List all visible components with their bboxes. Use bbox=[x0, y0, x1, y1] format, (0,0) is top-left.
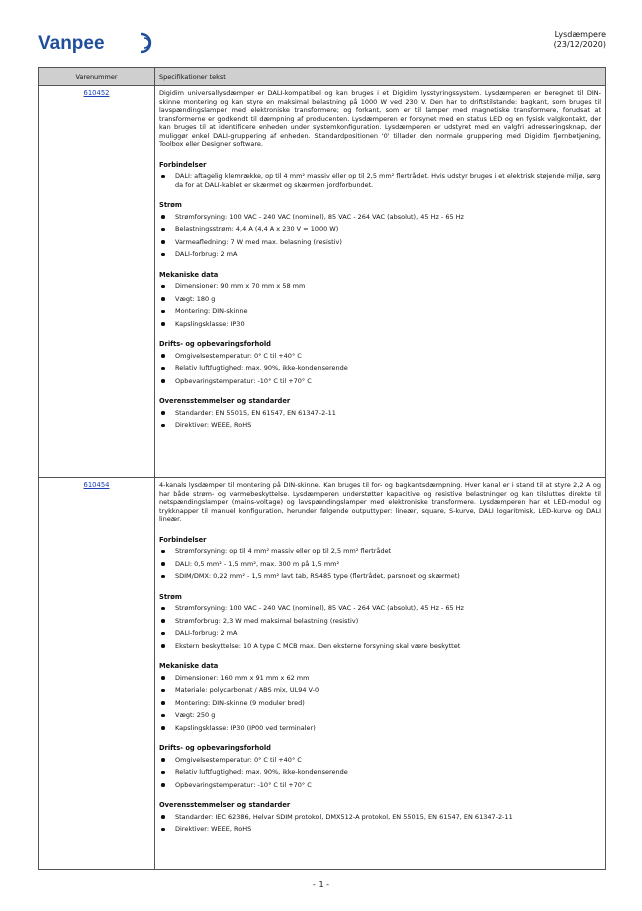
product-number-cell bbox=[39, 86, 155, 478]
section-title: Overensstemmelser og standarder bbox=[159, 397, 291, 405]
spec-item: Ekstern beskyttelse: 10 A type C MCB max. Den eksterne forsyning skal være beskyttet bbox=[159, 642, 601, 651]
spec-item: Vægt: 180 g bbox=[159, 295, 601, 304]
spec-item: Strømforsyning: 100 VAC - 240 VAC (nominel), 85 VAC - 264 VAC (absolut), 45 Hz - 65 Hz bbox=[159, 604, 601, 613]
section-title: Strøm bbox=[159, 201, 182, 209]
section-title: Mekaniske data bbox=[159, 662, 219, 670]
spec-list bbox=[159, 352, 601, 386]
section-title: Overensstemmelser og standarder bbox=[159, 801, 291, 809]
spec-item: Montering: DIN-skinne bbox=[159, 307, 601, 316]
product-spec-cell bbox=[155, 478, 606, 870]
table-header-row bbox=[39, 68, 606, 86]
section-title: Forbindelser bbox=[159, 535, 207, 544]
section-title: Strøm bbox=[159, 592, 182, 601]
spec-item: Omgivelsestemperatur: 0° C til +40° C bbox=[159, 756, 601, 765]
product-number-link[interactable]: 610454 bbox=[83, 481, 110, 489]
section-title: Mekaniske data bbox=[159, 270, 219, 279]
spec-list bbox=[159, 674, 601, 733]
spec-list bbox=[159, 409, 601, 430]
spec-item: Montering: DIN-skinne (9 moduler bred) bbox=[159, 699, 601, 708]
spec-item: Kapslingsklasse: IP30 bbox=[159, 320, 601, 329]
spec-item: Opbevaringstemperatur: -10° C til +70° C bbox=[159, 781, 601, 790]
spec-item: Vægt: 250 g bbox=[159, 711, 601, 720]
product-spec-cell bbox=[155, 86, 606, 478]
spec-item: Omgivelsestemperatur: 0° C til +40° C bbox=[159, 352, 601, 361]
product-description: 4-kanals lysdæmper til montering på DIN-skinne. Kan bruges til for- og bagkantsdæmpning. Hver kanal er i stand til at styre 2,2 A og har både strøm- og varmebeskyttelse. Lysdæmperen understøtter kapacitive og resistive belastninger og kan tilsluttes direkte til netspændingslamper (mains-voltage) og lavspændingslamper med elektroniske transformere. Lysdæmperen har et LED-modul og trykknapper til manuel konfiguration, herunder følgende outputtyper: lineær, square, S-kurve, DALI logaritmisk, LED-kurve og DALI lineær. bbox=[159, 481, 601, 523]
col-header-number: Varenummer bbox=[39, 68, 155, 86]
spec-item: Dimensioner: 160 mm x 91 mm x 62 mm bbox=[159, 674, 601, 683]
spec-list bbox=[159, 282, 601, 328]
spec-list bbox=[159, 813, 601, 834]
spec-item: Varmeafledning: 7 W med max. belasning (resistiv) bbox=[159, 238, 601, 247]
spec-list bbox=[159, 604, 601, 650]
spec-item: Strømforbrug: 2,3 W med maksimal belastning (resistiv) bbox=[159, 617, 601, 626]
spec-item: Relativ luftfugtighed: max. 90%, ikke-kondenserende bbox=[159, 364, 601, 373]
product-row bbox=[39, 86, 606, 478]
section-title: Drifts- og opbevaringsforhold bbox=[159, 744, 271, 752]
spec-item: Direktiver: WEEE, RoHS bbox=[159, 421, 601, 430]
spec-item: Kapslingsklasse: IP30 (IP00 ved terminaler) bbox=[159, 724, 601, 733]
vanpee-logo bbox=[38, 30, 158, 56]
spec-item: Belastningsstrøm: 4,4 A (4,4 A x 230 V = 1000 W) bbox=[159, 225, 601, 234]
spec-item: Relativ luftfugtighed: max. 90%, ikke-kondenserende bbox=[159, 768, 601, 777]
spec-item: DALI-forbrug: 2 mA bbox=[159, 629, 601, 638]
spec-item: Strømforsyning: 100 VAC - 240 VAC (nominel), 85 VAC - 264 VAC (absolut), 45 Hz - 65 Hz bbox=[159, 213, 601, 222]
doc-date: (23/12/2020) bbox=[553, 40, 606, 49]
spec-item: Dimensioner: 90 mm x 70 mm x 58 mm bbox=[159, 282, 601, 291]
product-row bbox=[39, 478, 606, 870]
section-title: Drifts- og opbevaringsforhold bbox=[159, 340, 271, 348]
spec-list bbox=[159, 547, 601, 581]
spec-list bbox=[159, 756, 601, 790]
spec-item: Standarder: EN 55015, EN 61547, EN 61347-2-11 bbox=[159, 409, 601, 418]
header-meta bbox=[554, 30, 606, 50]
product-number-cell bbox=[39, 478, 155, 870]
doc-title: Lysdæmpere bbox=[554, 30, 606, 39]
spec-item: Strømforsyning: op til 4 mm² massiv eller op til 2,5 mm² flertrådet bbox=[159, 547, 601, 556]
spec-item: DALI-forbrug: 2 mA bbox=[159, 250, 601, 259]
spec-item: Opbevaringstemperatur: -10° C til +70° C bbox=[159, 377, 601, 386]
spec-item: Materiale: polycarbonat / ABS mix, UL94 V-0 bbox=[159, 686, 601, 695]
spec-list bbox=[159, 213, 601, 259]
spec-item: DALI: 0,5 mm² - 1,5 mm², max. 300 m på 1,5 mm² bbox=[159, 560, 601, 569]
spec-item: DALI: aftagelig klemrække, op til 4 mm² massiv eller op til 2,5 mm² flertrådet. Hvis udstyr bruges i et elektrisk støjende miljø, sørg da for at DALI-kablet er skærmet og skærmen jordforbundet. bbox=[159, 172, 601, 189]
svg-text:Vanpee: Vanpee bbox=[38, 33, 105, 54]
section-title: Forbindelser bbox=[159, 160, 207, 169]
spec-table bbox=[38, 67, 606, 870]
spec-item: SDIM/DMX: 0,22 mm² - 1,5 mm² lavt tab, RS485 type (flertrådet, parsnoet og skærmet) bbox=[159, 572, 601, 581]
spec-item: Direktiver: WEEE, RoHS bbox=[159, 825, 601, 834]
product-number-link[interactable]: 610452 bbox=[83, 89, 110, 97]
table-body bbox=[39, 86, 606, 870]
col-header-spec: Specifikationer tekst bbox=[155, 68, 606, 86]
spec-item: Standarder: IEC 62386, Helvar SDIM protokol, DMX512-A protokol, EN 55015, EN 61547, EN 61347-2-11 bbox=[159, 813, 601, 822]
page-number: - 1 - bbox=[313, 880, 329, 889]
spec-list bbox=[159, 172, 601, 189]
product-description: Digidim universallysdæmper er DALI-kompatibel og kan bruges i et Digidim lysstyringssystem. Lysdæmperen er beregnet til DIN-skinne montering og kan styre en maksimal belastning på 1000 W ved 230 V. Den har to driftstilstande: bagkant, som bruges til lavspændingslamper med elektroniske transformere; og forkant, som er til lamper med magnetiske transformere, forudsat at transformerne er godkendt til dæmpning af producenten. Lysdæmperen er forsynet med en status LED og en fysisk valgkontakt, der kan bruges til at identificere enheden under systemkonfiguration. Lysdæmperen er udstyret med en valgfri adresseringsknap, der muliggør enkel DALI-gruppering af enheden. Standardpositionen '0' tillader den normale gruppering med Digidim fjernbetjening, Toolbox eller Designer software. bbox=[159, 89, 601, 148]
